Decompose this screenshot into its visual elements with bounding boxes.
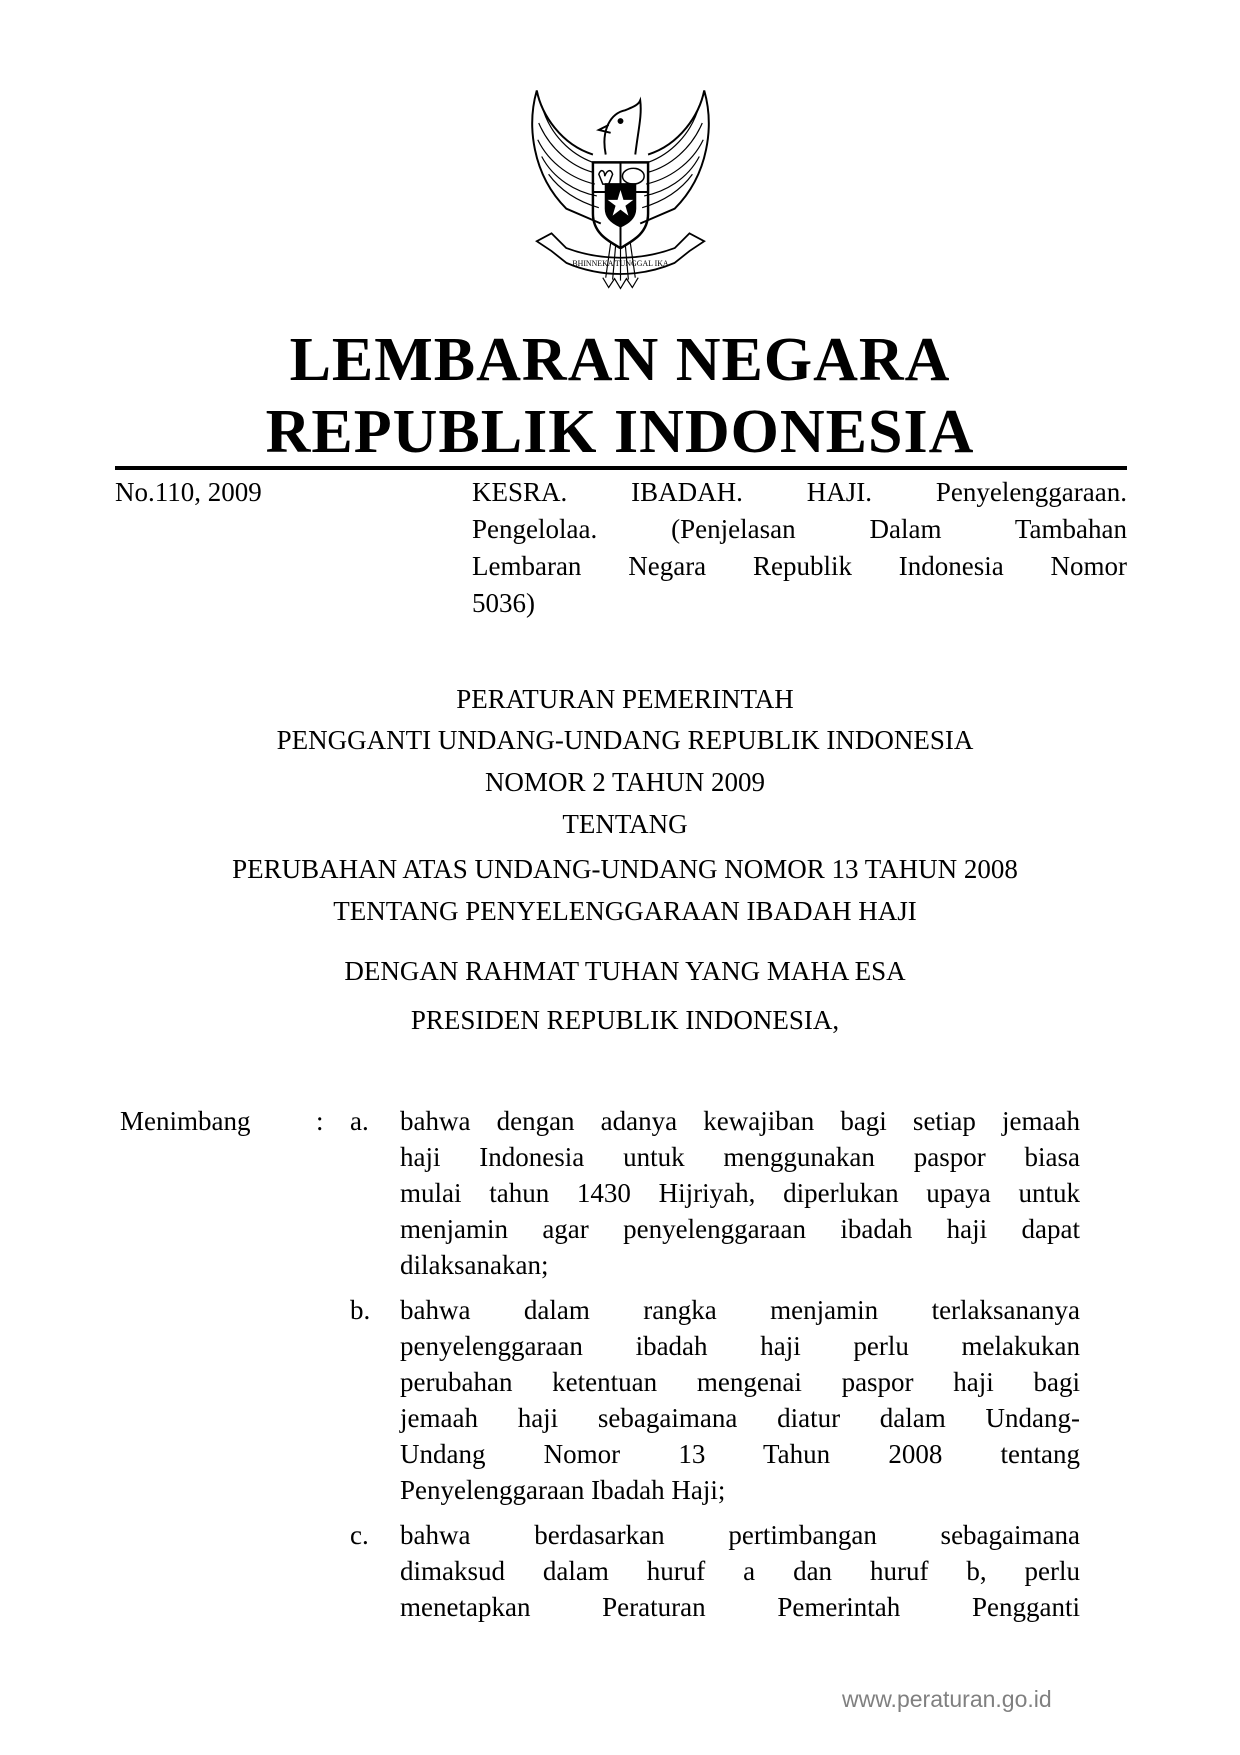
item-line: bahwa dengan adanya kewajiban bagi setiap jemaah [400,1106,1080,1136]
subject-line: Pengelolaa. (Penjelasan Dalam Tambahan [472,514,1127,544]
item-line: dilaksanakan; [400,1250,549,1280]
heading-line: PENGGANTI UNDANG-UNDANG REPUBLIK INDONESIA [276,725,974,755]
item-line: dimaksud dalam huruf a dan huruf b, perlu [400,1556,1080,1586]
item-line: haji Indonesia untuk menggunakan paspor biasa [400,1142,1080,1172]
publication-title-line2: REPUBLIK INDONESIA [265,398,975,466]
gazette-number: No.110, 2009 [115,477,262,507]
gazette-subject [472,474,1127,622]
item-marker: c. [350,1520,369,1550]
item-line: mulai tahun 1430 Hijriyah, diperlukan upaya untuk [400,1178,1080,1208]
considering-label: Menimbang [120,1106,251,1136]
subject-line: 5036) [472,588,535,618]
item-line: bahwa berdasarkan pertimbangan sebagaimana [400,1520,1080,1550]
considering-item [400,1517,1080,1625]
item-line: penyelenggaraan ibadah haji perlu melakukan [400,1331,1080,1361]
item-line: bahwa dalam rangka menjamin terlaksananya [400,1295,1080,1325]
item-marker: a. [350,1106,369,1136]
item-marker: b. [350,1295,371,1325]
svg-text:BHINNEKA TUNGGAL IKA: BHINNEKA TUNGGAL IKA [572,258,669,268]
item-line: menjamin agar penyelenggaraan ibadah haji dapat [400,1214,1080,1244]
heading-line: TENTANG PENYELENGGARAAN IBADAH HAJI [333,896,917,926]
item-line: perubahan ketentuan mengenai paspor haji bagi [400,1367,1080,1397]
item-line: Penyelenggaraan Ibadah Haji; [400,1475,726,1505]
considering-item [400,1292,1080,1508]
subject-line: Lembaran Negara Republik Indonesia Nomor [472,551,1127,581]
heading-line: PERATURAN PEMERINTAH [456,684,794,714]
heading-line: PRESIDEN REPUBLIK INDONESIA, [410,1005,840,1035]
source-watermark: www.peraturan.go.id [842,1686,1052,1712]
heading-line: DENGAN RAHMAT TUHAN YANG MAHA ESA [344,956,906,986]
item-line: jemaah haji sebagaimana diatur dalam Undang- [400,1403,1080,1433]
item-line: Undang Nomor 13 Tahun 2008 tentang [400,1439,1080,1469]
considering-item [400,1103,1080,1283]
item-line: menetapkan Peraturan Pemerintah Pengganti [400,1592,1080,1622]
considering-colon: : [316,1106,324,1136]
publication-title-line1: LEMBARAN NEGARA [289,326,951,394]
header-divider [115,466,1127,470]
garuda-pancasila-emblem [522,84,719,294]
heading-line: PERUBAHAN ATAS UNDANG-UNDANG NOMOR 13 TAHUN 2008 [232,854,1018,884]
heading-line: TENTANG [562,809,688,839]
heading-line: NOMOR 2 TAHUN 2009 [484,767,766,797]
subject-line: KESRA. IBADAH. HAJI. Penyelenggaraan. [472,477,1127,507]
